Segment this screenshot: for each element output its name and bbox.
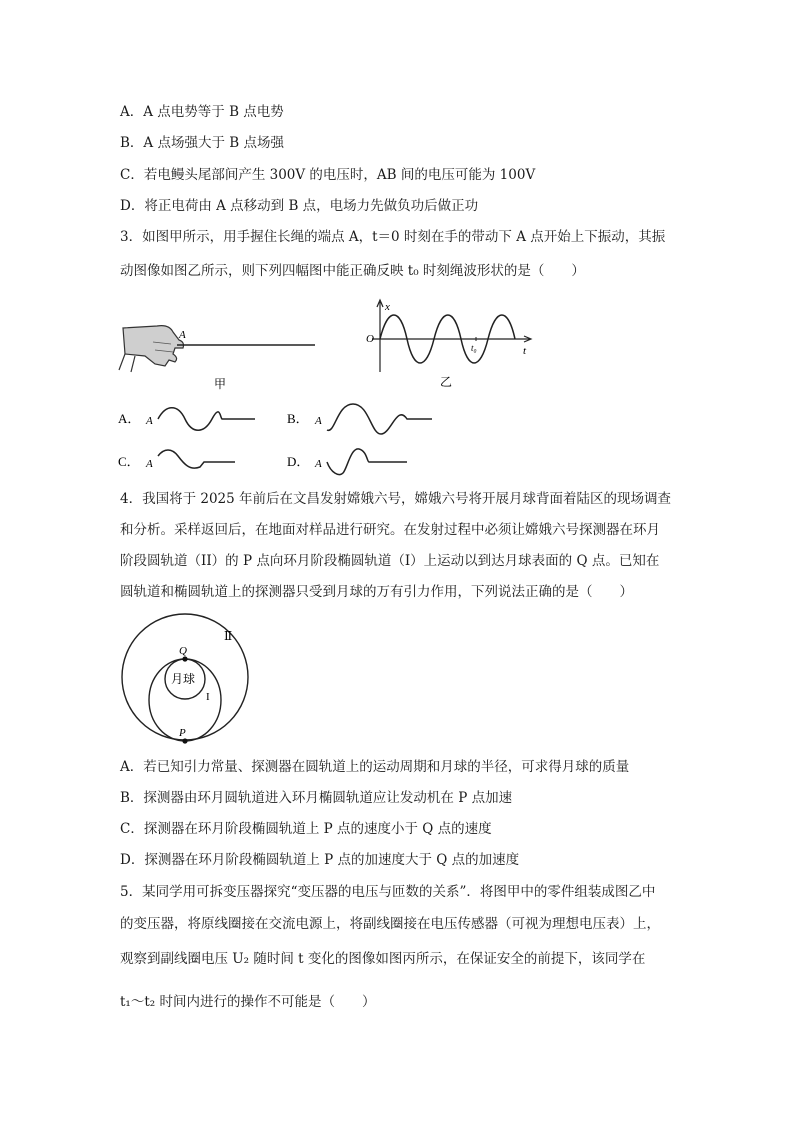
q2-option-c: C．若电鳗头尾部间产生 300V 的电压时，AB 间的电压可能为 100V	[120, 167, 536, 183]
option-a-point: A	[146, 415, 153, 427]
q4-orbit-figure	[118, 610, 253, 745]
option-b-wave	[327, 404, 432, 434]
q5-stem-line-3: 观察到副线圈电压 U₂ 随时间 t 变化的图像如图丙所示，在保证安全的前提下，该同学在	[120, 951, 646, 967]
axis-label-x: x	[385, 301, 390, 313]
option-c-point: A	[146, 458, 153, 470]
q2-option-a: A．A 点电势等于 B 点电势	[120, 104, 284, 120]
q5-stem-line-4: t₁～t₂ 时间内进行的操作不可能是（ ）	[120, 994, 376, 1010]
option-d-point: A	[315, 458, 322, 470]
option-b-point: A	[315, 415, 322, 427]
figure-caption-yi: 乙	[440, 375, 453, 389]
option-c-wave	[158, 450, 235, 468]
q3-figure-jia	[115, 318, 325, 393]
q3-option-a	[118, 400, 263, 438]
q3-figure-yi	[360, 298, 540, 390]
option-label-d: D．	[287, 454, 310, 469]
q4-option-b: B．探测器由环月圆轨道进入环月椭圆轨道应让发动机在 P 点加速	[120, 790, 513, 806]
q4-stem-line-2: 和分析。采样返回后，在地面对样品进行研究。在发射过程中必须让嫦娥六号探测器在环月	[120, 522, 660, 538]
orbit-ii-label: Ⅱ	[224, 629, 233, 643]
hand-illustration	[119, 326, 184, 372]
q4-stem-line-3: 阶段圆轨道（II）的 P 点向环月阶段椭圆轨道（I）上运动以到达月球表面的 Q 点。已知在	[120, 553, 660, 569]
q4-option-a: A．若已知引力常量、探测器在圆轨道上的运动周期和月球的半径，可求得月球的质量	[120, 759, 630, 775]
orbit-i-label: I	[206, 691, 210, 703]
axis-label-t: t	[523, 345, 527, 357]
figure-caption-jia: 甲	[214, 377, 227, 391]
t0-label: t₀	[471, 343, 477, 353]
point-p-label: P	[179, 727, 186, 739]
option-d-wave	[327, 449, 407, 475]
option-label-a: A．	[118, 411, 141, 426]
origin-label: O	[366, 333, 374, 345]
q4-stem-line-1: 4．我国将于 2025 年前后在文昌发射嫦娥六号，嫦娥六号将开展月球背面着陆区的现场调查	[120, 491, 672, 507]
rope-point-a: A	[179, 329, 186, 341]
moon-label: 月球	[171, 672, 196, 686]
point-p-dot	[182, 738, 187, 743]
q5-stem-line-1: 5．某同学用可拆变压器探究“变压器的电压与匝数的关系”．将图甲中的零件组装成图乙中	[120, 884, 656, 900]
option-label-c: C．	[118, 454, 140, 469]
q5-stem-line-2: 的变压器，将原线圈接在交流电源上，将副线圈接在电压传感器（可视为理想电压表）上，	[120, 916, 660, 932]
q3-stem-line-1: 3．如图甲所示，用手握住长绳的端点 A，t＝0 时刻在手的带动下 A 点开始上下振动，其振	[120, 229, 666, 245]
q3-stem-line-2: 动图像如图乙所示，则下列四幅图中能正确反映 t₀ 时刻绳波形状的是（ ）	[120, 263, 585, 279]
q4-option-c: C．探测器在环月阶段椭圆轨道上 P 点的速度小于 Q 点的速度	[120, 821, 492, 837]
point-q-label: Q	[179, 645, 187, 657]
q2-option-b: B．A 点场强大于 B 点场强	[120, 135, 284, 151]
q3-option-c	[118, 443, 243, 479]
q2-option-d: D．将正电荷由 A 点移动到 B 点，电场力先做负功后做正功	[120, 198, 479, 214]
option-label-b: B．	[287, 411, 309, 426]
q4-option-d: D．探测器在环月阶段椭圆轨道上 P 点的加速度大于 Q 点的加速度	[120, 852, 520, 868]
q4-stem-line-4: 圆轨道和椭圆轨道上的探测器只受到月球的万有引力作用，下列说法正确的是（ ）	[120, 584, 633, 600]
option-a-wave	[158, 408, 255, 431]
point-q-dot	[182, 656, 187, 661]
q3-option-d	[287, 443, 417, 479]
q3-option-b	[287, 400, 437, 438]
